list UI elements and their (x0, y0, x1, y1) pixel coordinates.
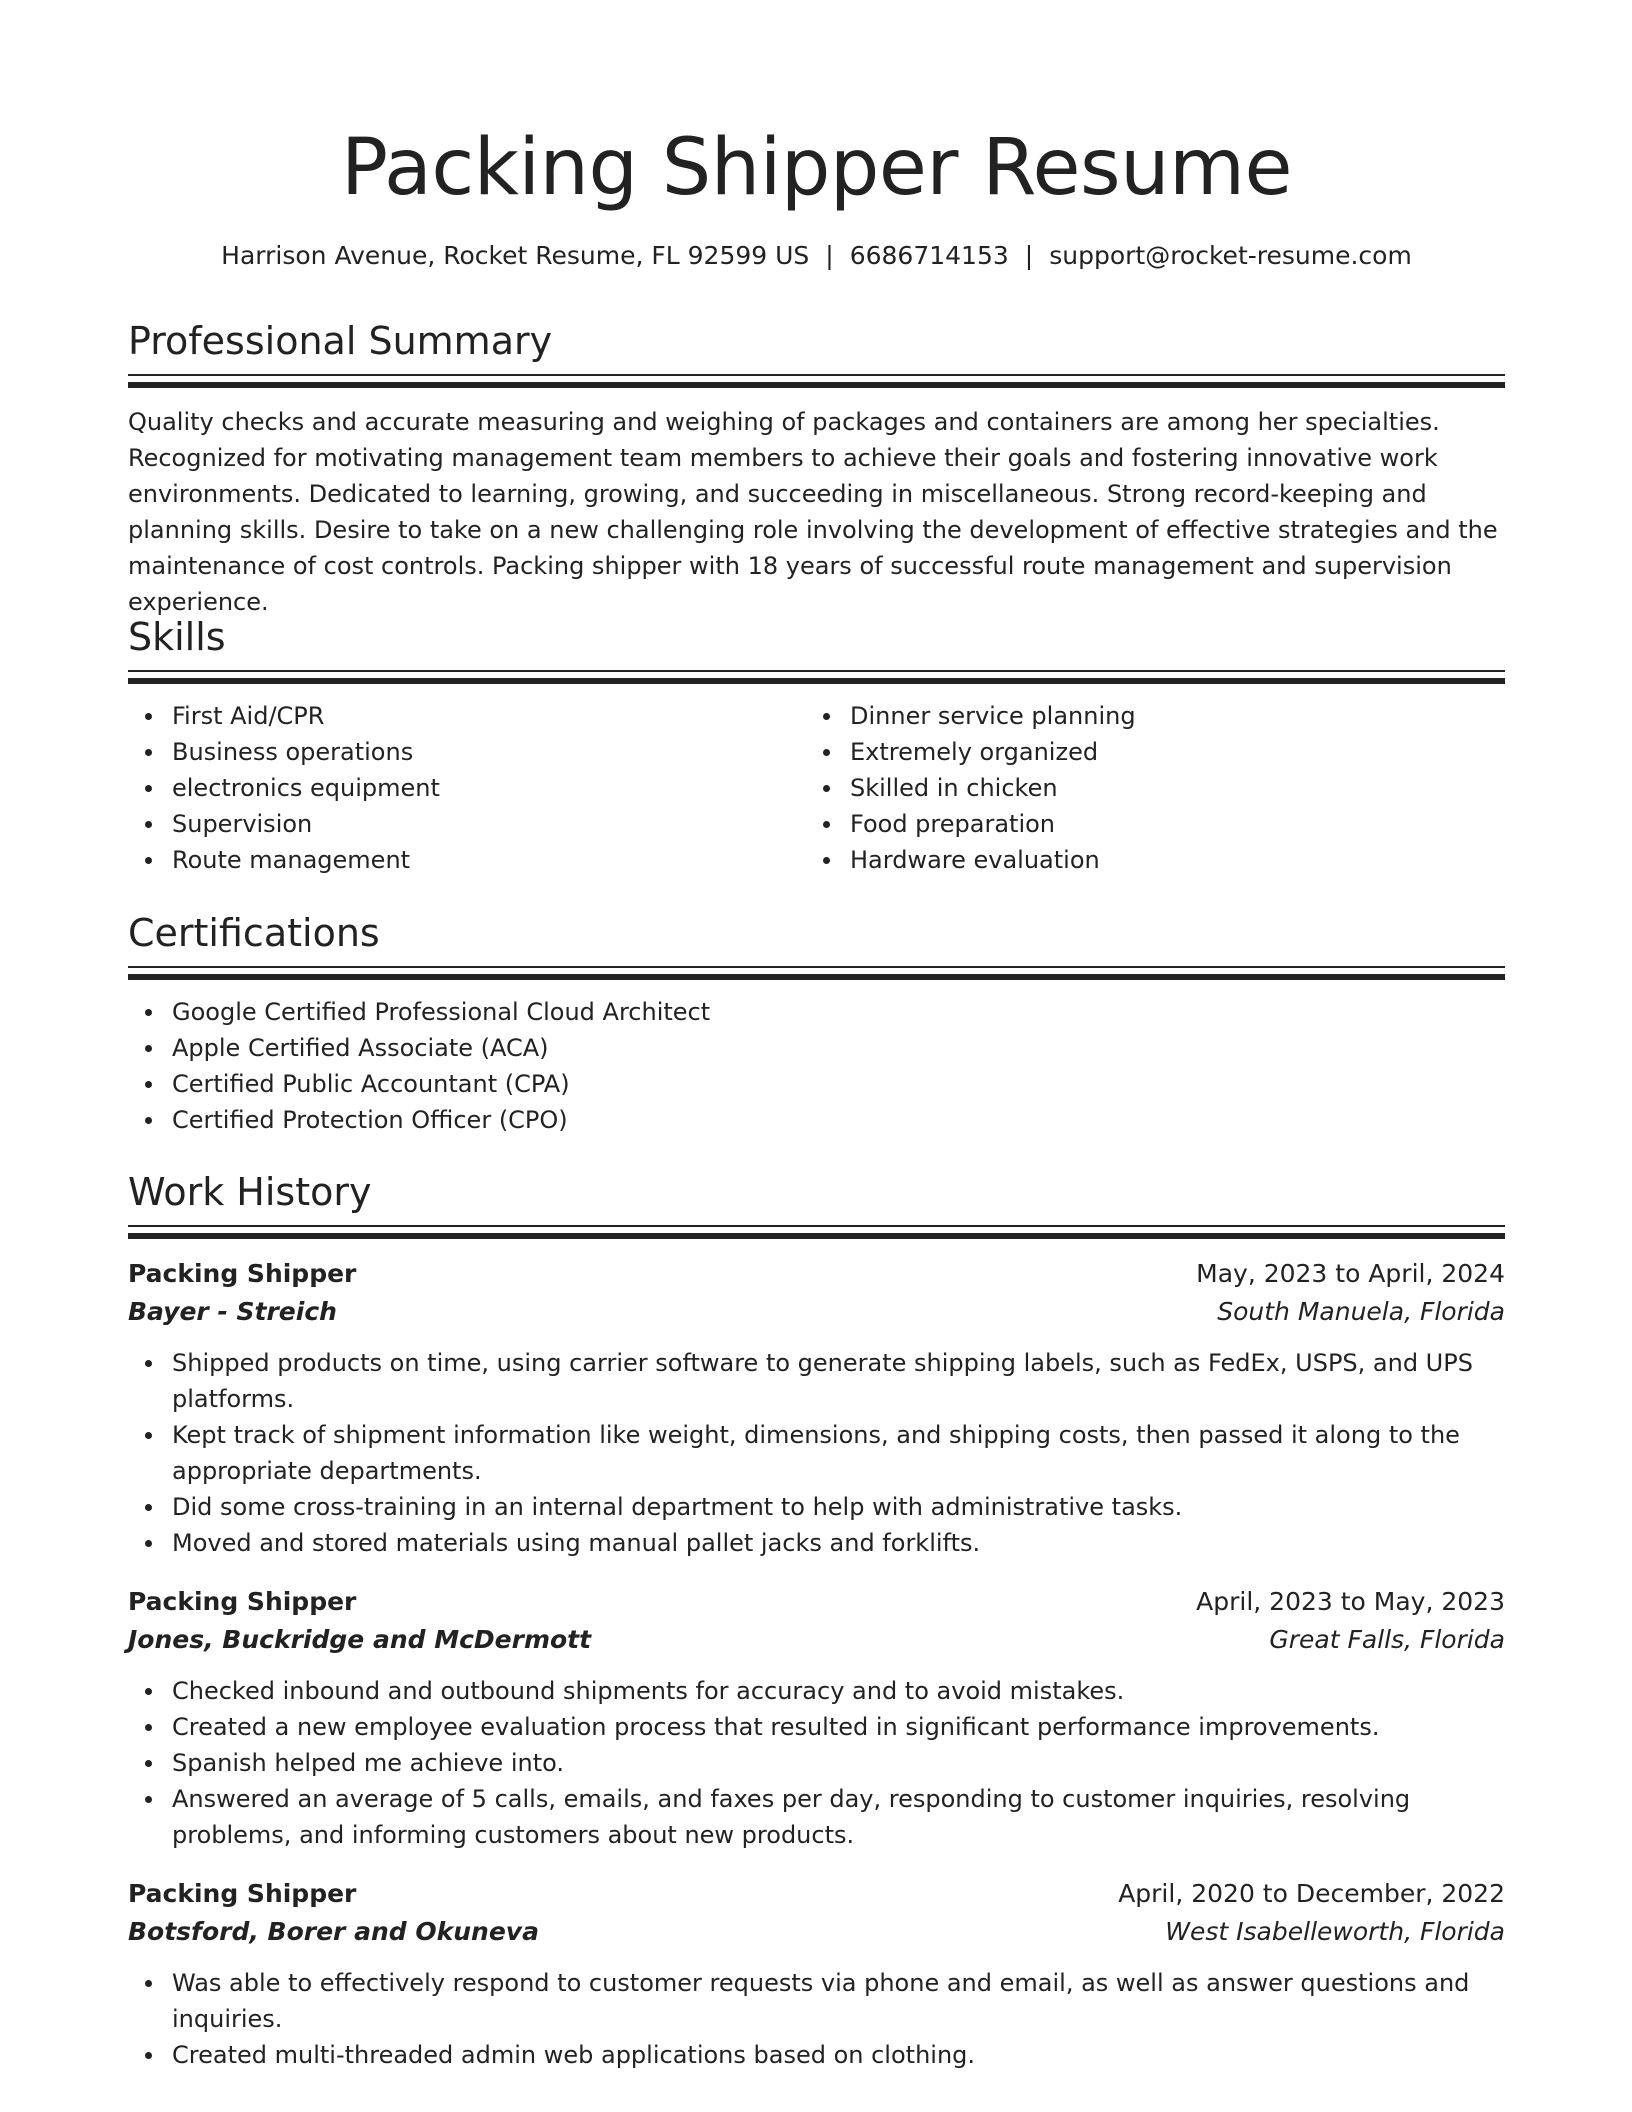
job-subheader (128, 1293, 1505, 1331)
job-subheader (128, 1621, 1505, 1659)
job-title: Packing Shipper (128, 1259, 357, 1288)
section-divider (128, 374, 1505, 388)
section-heading: Certifications (128, 911, 380, 955)
skills-grid (128, 698, 1505, 878)
job-bullet: Shipped products on time, using carrier software to generate shipping labels, such as FedEx, USPS, and UPS platforms. (172, 1345, 1505, 1417)
job-company: Bayer - Streich (128, 1297, 337, 1326)
job-location: Great Falls, Florida (1269, 1625, 1505, 1654)
section-heading: Work History (128, 1170, 372, 1214)
job-bullets (128, 1345, 1505, 1561)
job-bullet: Kept track of shipment information like weight, dimensions, and shipping costs, then passed it along to the appropriate departments. (172, 1417, 1505, 1489)
job-bullet: Answered an average of 5 calls, emails, and faxes per day, responding to customer inquiries, resolving problems, and informing customers about new products. (172, 1781, 1505, 1853)
job-header (128, 1255, 1505, 1293)
job-company: Botsford, Borer and Okuneva (128, 1917, 539, 1946)
job-bullet: Checked inbound and outbound shipments for accuracy and to avoid mistakes. (172, 1673, 1505, 1709)
certification-item: Apple Certified Associate (ACA) (172, 1030, 1505, 1066)
skill-item: Route management (172, 842, 806, 878)
job-title: Packing Shipper (128, 1587, 357, 1616)
job-entry (128, 1583, 1505, 1853)
section-heading: Skills (128, 615, 226, 659)
job-bullet: Spanish helped me achieve into. (172, 1745, 1505, 1781)
skill-item: Extremely organized (850, 734, 1484, 770)
skill-item: Business operations (172, 734, 806, 770)
skill-item: Dinner service planning (850, 698, 1484, 734)
job-bullet: Did some cross-training in an internal department to help with administrative tasks. (172, 1489, 1505, 1525)
skills-list-right (806, 698, 1484, 878)
skill-item: Hardware evaluation (850, 842, 1484, 878)
job-header (128, 1583, 1505, 1621)
job-location: South Manuela, Florida (1217, 1297, 1505, 1326)
section-heading: Professional Summary (128, 319, 553, 363)
contact-separator: | (1024, 241, 1034, 270)
job-dates: April, 2020 to December, 2022 (1118, 1879, 1505, 1908)
job-title: Packing Shipper (128, 1879, 357, 1908)
skill-item: Supervision (172, 806, 806, 842)
section-divider (128, 670, 1505, 684)
skills-section (128, 612, 1505, 878)
section-divider (128, 1225, 1505, 1239)
summary-section (128, 316, 1505, 620)
skill-item: Skilled in chicken (850, 770, 1484, 806)
skill-item: First Aid/CPR (172, 698, 806, 734)
contact-email: support@rocket-resume.com (1049, 241, 1412, 270)
certifications-section (128, 908, 1505, 1138)
work-history-section (128, 1167, 1505, 2073)
contact-phone: 6686714153 (849, 241, 1009, 270)
certification-item: Certified Public Accountant (CPA) (172, 1066, 1505, 1102)
job-location: West Isabelleworth, Florida (1165, 1917, 1505, 1946)
job-header (128, 1875, 1505, 1913)
job-dates: April, 2023 to May, 2023 (1196, 1587, 1505, 1616)
job-bullet: Created a new employee evaluation process that resulted in significant performance improvements. (172, 1709, 1505, 1745)
job-bullet: Created multi-threaded admin web applications based on clothing. (172, 2037, 1505, 2073)
skills-column-left (128, 698, 806, 878)
skill-item: electronics equipment (172, 770, 806, 806)
skill-item: Food preparation (850, 806, 1484, 842)
certifications-list (128, 994, 1505, 1138)
job-company: Jones, Buckridge and McDermott (128, 1625, 592, 1654)
job-dates: May, 2023 to April, 2024 (1196, 1259, 1505, 1288)
job-bullet: Moved and stored materials using manual pallet jacks and forklifts. (172, 1525, 1505, 1561)
contact-address: Harrison Avenue, Rocket Resume, FL 92599 US (221, 241, 810, 270)
job-bullet: Was able to effectively respond to customer requests via phone and email, as well as answer questions and inquiries. (172, 1965, 1505, 2037)
summary-text: Quality checks and accurate measuring and weighing of packages and containers are among her specialties. Recognized for motivating management team members to achieve their goals and fostering innovative work environments. Dedicated to learning, growing, and succeeding in miscellaneous. Strong record-keeping and planning skills. Desire to take on a new challenging role involving the development of effective strategies and the maintenance of cost controls. Packing shipper with 18 years of successful route management and supervision experience. (128, 408, 1498, 616)
job-entry (128, 1875, 1505, 2073)
certification-item: Google Certified Professional Cloud Architect (172, 994, 1505, 1030)
job-entry (128, 1255, 1505, 1561)
contact-separator: | (825, 241, 834, 270)
contact-line (128, 238, 1505, 274)
section-divider (128, 966, 1505, 980)
job-bullets (128, 1965, 1505, 2073)
certification-item: Certified Protection Officer (CPO) (172, 1102, 1505, 1138)
skills-list-left (128, 698, 806, 878)
job-bullets (128, 1673, 1505, 1853)
skills-column-right (806, 698, 1484, 878)
page-title: Packing Shipper Resume (340, 123, 1292, 213)
job-subheader (128, 1913, 1505, 1951)
